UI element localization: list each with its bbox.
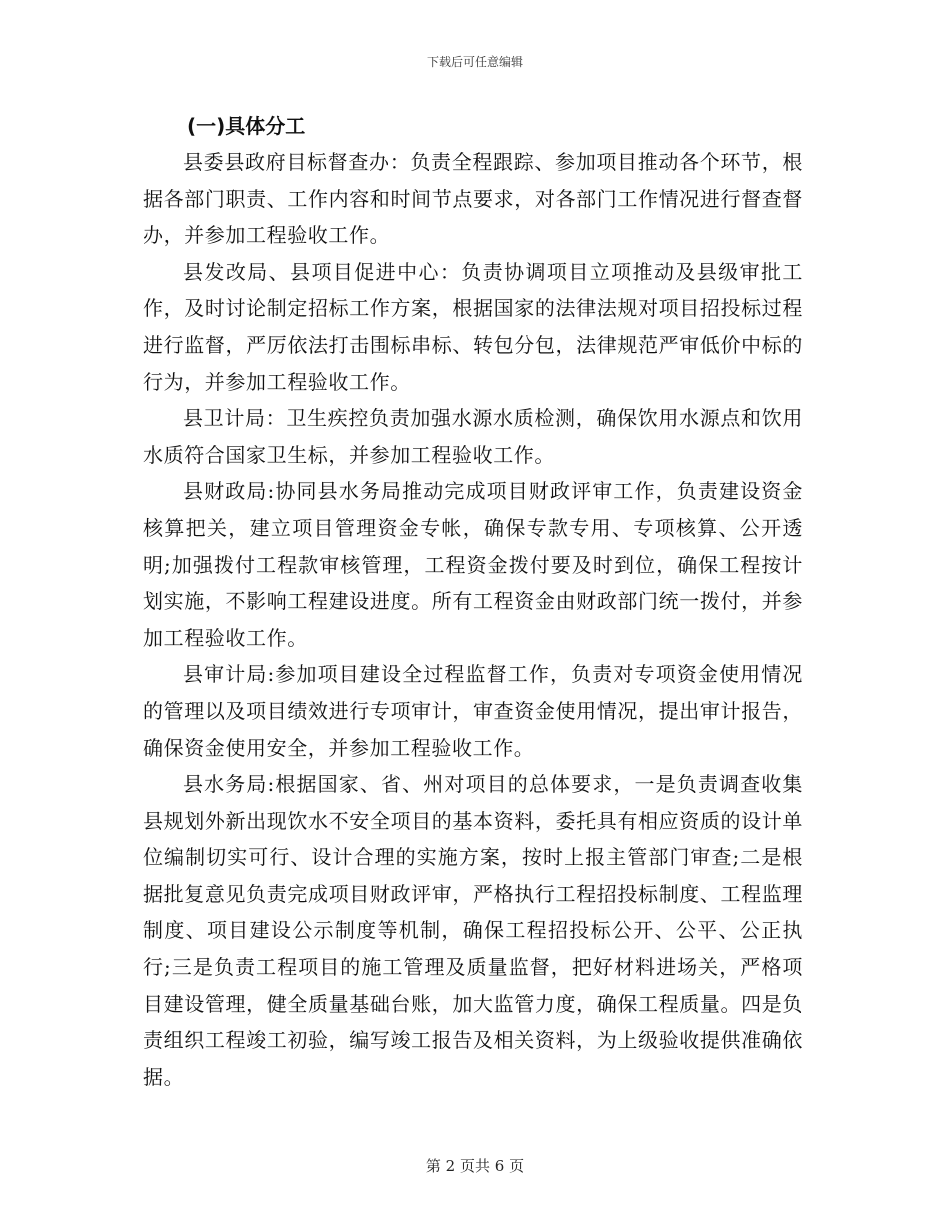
section-title: (一)具体分工 [187, 114, 306, 138]
paragraph-audit-bureau: 县审计局:参加项目建设全过程监督工作，负责对专项资金使用情况的管理以及项目绩效进行专项审计，审查资金使用情况，提出审计报告，确保资金使用安全，并参加工程验收工作。 [143, 662, 803, 760]
paragraph-finance-bureau: 县财政局:协同县水务局推动完成项目财政评审工作，负责建设资金核算把关，建立项目管理资金专帐，确保专款专用、专项核算、公开透明;加强拨付工程款审核管理，工程资金拨付要及时到位，确保工程按计划实施，不影响工程建设进度。所有工程资金由财政部门统一拨付，并参加工程验收工作。 [143, 479, 803, 650]
document-body [143, 108, 803, 1095]
paragraph-supervision-office: 县委县政府目标督查办：负责全程跟踪、参加项目推动各个环节，根据各部门职责、工作内容和时间节点要求，对各部门工作情况进行督查督办，并参加工程验收工作。 [143, 150, 803, 248]
paragraph-development-bureau: 县发改局、县项目促进中心：负责协调项目立项推动及县级审批工作，及时讨论制定招标工作方案，根据国家的法律法规对项目招投标过程进行监督，严厉依法打击围标串标、转包分包，法律规范严审低价中标的行为，并参加工程验收工作。 [143, 259, 803, 394]
paragraph-water-bureau: 县水务局:根据国家、省、州对项目的总体要求，一是负责调查收集县规划外新出现饮水不安全项目的基本资料，委托具有相应资质的设计单位编制切实可行、设计合理的实施方案，按时上报主管部门审查;二是根据批复意见负责完成项目财政评审，严格执行工程招投标制度、工程监理制度、项目建设公示制度等机制，确保工程招投标公开、公平、公正执行;三是负责工程项目的施工管理及质量监督，把好材料进场关，严格项目建设管理，健全质量基础台账，加大监管力度，确保工程质量。四是负责组织工程竣工初验，编写竣工报告及相关资料，为上级验收提供准确依据。 [143, 772, 803, 1089]
page-number-footer: 第 2 页共 6 页 [425, 1157, 525, 1175]
paragraph-health-bureau: 县卫计局：卫生疾控负责加强水源水质检测，确保饮用水源点和饮用水质符合国家卫生标，并参加工程验收工作。 [143, 406, 803, 467]
page-header-note: 下载后可任意编辑 [426, 55, 523, 69]
